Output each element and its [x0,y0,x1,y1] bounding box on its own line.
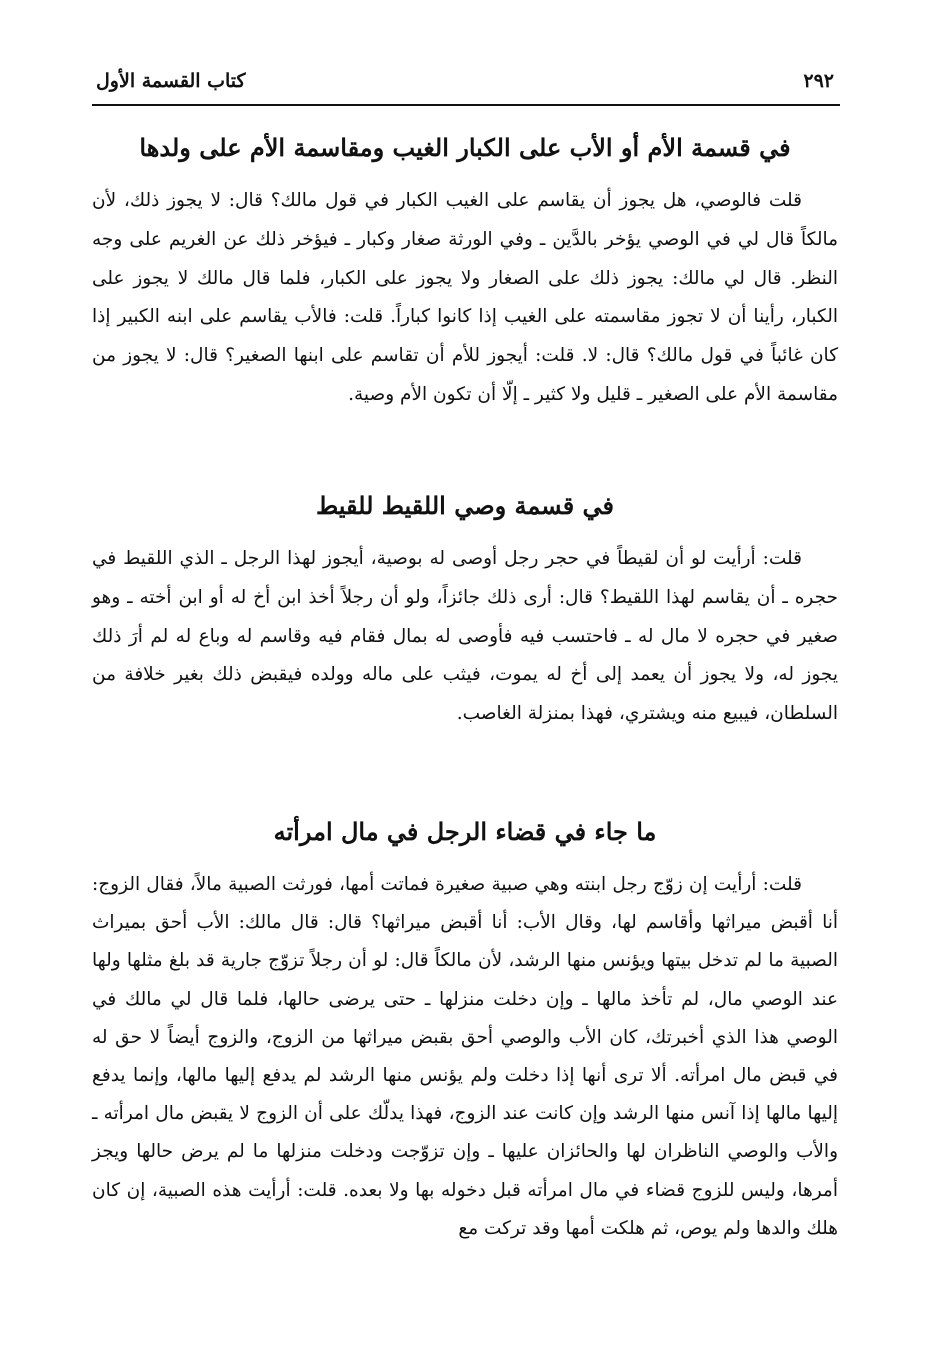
header-rule [92,104,840,106]
running-header [96,66,834,100]
section-paragraph: قلت فالوصي، هل يجوز أن يقاسم على الغيب الكبار في قول مالك؟ قال: لا يجوز ذلك، لأن مالكاً قال لي في الوصي يؤخر بالدَّين ـ وفي الورثة صغار وكبار ـ فيؤخر ذلك عن الغريم على وجه النظر. قال لي مالك: يجوز ذلك على الصغار ولا يجوز على الكبار، فلما قال مالك لا يجوز على الكبار، رأينا أن لا تجوز مقاسمته على الغيب إذا كانوا كباراً. قلت: فالأب يقاسم على ابنه الكبير إذا كان غائباً في قول مالك؟ قال: لا. قلت: أيجوز للأم أن تقاسم على ابنها الصغير؟ قال: لا يجوز من مقاسمة الأم على الصغير ـ قليل ولا كثير ـ إلّا أن تكون الأم وصية. [92,190,838,405]
section-mother-father-division [92,128,838,415]
section-foundling-guardian [92,486,838,734]
section-husband-wife-property [92,812,838,1248]
section-paragraph: قلت: أرأيت إن زوّج رجل ابنته وهي صبية صغيرة فماتت أمها، فورثت الصبية مالاً، فقال الزوج: أنا أقبض ميراثها وأقاسم لها، وقال الأب: أنا أقبض ميراثها؟ قال: قال مالك: الأب أحق بميراث الصبية ما لم تدخل بيتها ويؤنس منها الرشد، لأن مالكاً قال: لو أن رجلاً تزوّج جارية قد بلغ مثلها ولها عند الوصي مال، لم تأخذ مالها ـ وإن دخلت منزلها ـ حتى يرضى حالها، فلما قال لي مالك في الوصي هذا الذي أخبرتك، كان الأب والوصي أحق بقبض ميراثها من الزوج، والزوج أيضاً لا حق له في قبض مال امرأته. ألا ترى أنها إذا دخلت ولم يؤنس منها الرشد لم يدفع إليها مالها، وإنما يدفع إليها مالها إذا آنس منها الرشد وإن كانت عند الزوج، فهذا يدلّك على أن الزوج لا يقبض مال امرأته ـ والأب والوصي الناظران لها والحائزان عليها ـ وإن تزوّجت ودخلت منزلها ما لم يرض حالها ويجز أمرها، وليس للزوج قضاء في مال امرأته قبل دخوله بها ولا بعده. قلت: أرأيت هذه الصبية، إن كان هلك والدها ولم يوص، ثم هلكت أمها وقد تركت مع [92,874,838,1239]
section-paragraph: قلت: أرأيت لو أن لقيطاً في حجر رجل أوصى له بوصية، أيجوز لهذا الرجل ـ الذي اللقيط في حجره ـ أن يقاسم لهذا اللقيط؟ قال: أرى ذلك جائزاً، ولو أن رجلاً أخذ ابن أخ له أو ابن أخته ـ وهو صغير في حجره لا مال له ـ فاحتسب فيه فأوصى له بمال فقام فيه وقاسم له وباع له لم أرَ ذلك يجوز له، ولا يجوز أن يعمد إلى أخ له يموت، فيثب على ماله وولده فيقبض ذلك بغير خلافة من السلطان، فيبيع منه ويشتري، فهذا بمنزلة الغاصب. [92,548,838,725]
section-heading: في قسمة وصي اللقيط للقيط [315,491,614,520]
page-number: ٢٩٢ [803,70,834,92]
book-title: كتاب القسمة الأول [96,70,246,92]
section-heading: ما جاء في قضاء الرجل في مال امرأته [273,817,657,846]
section-heading: في قسمة الأم أو الأب على الكبار الغيب ومقاسمة الأم على ولدها [139,133,791,162]
